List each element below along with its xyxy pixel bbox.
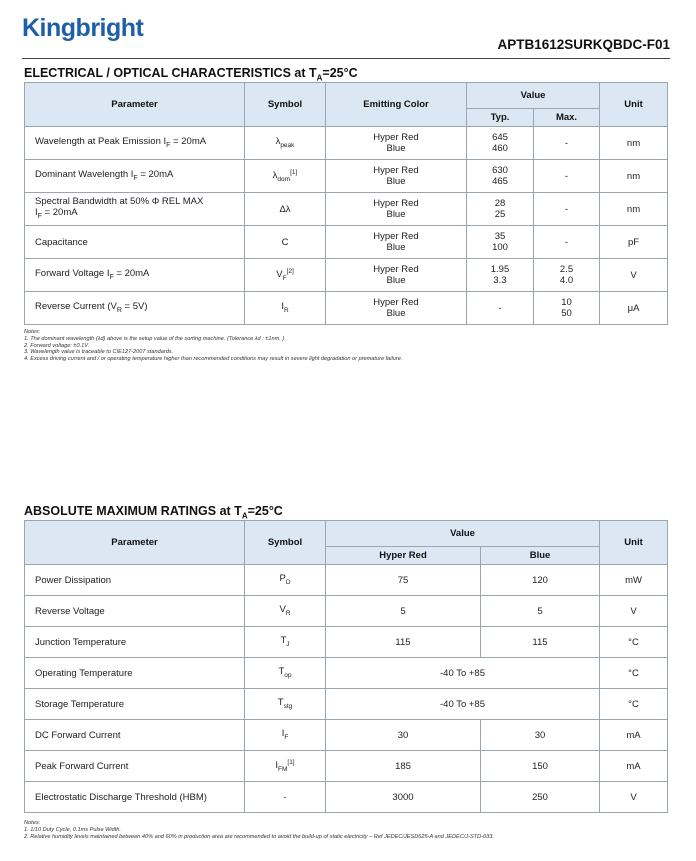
unit-cell: pF — [600, 226, 668, 259]
parameter-cell — [25, 193, 245, 226]
table-row — [25, 689, 668, 720]
typ-value-1: - — [498, 302, 502, 314]
parameter-cell — [25, 127, 245, 160]
eo-header-max: Max. — [534, 109, 600, 127]
parameter-suffix: = 5V) — [121, 300, 148, 312]
hyper-red-value-cell: 185 — [326, 751, 481, 782]
symbol-subscript: R — [285, 609, 291, 617]
unit-cell: μA — [600, 292, 668, 325]
symbol-cell — [245, 627, 326, 658]
symbol-cell — [245, 596, 326, 627]
max-value-1: 2.5 — [559, 264, 574, 275]
color-blue: Blue — [386, 209, 406, 220]
header-divider — [22, 58, 670, 59]
blue-value-cell: 150 — [481, 751, 600, 782]
symbol-main: λ — [275, 135, 281, 147]
parameter-cell — [25, 160, 245, 193]
emitting-color-cell — [326, 292, 467, 325]
parameter-cell — [25, 226, 245, 259]
typ-value-1: 28 — [494, 198, 506, 209]
table-row — [25, 782, 668, 813]
parameter-text: Forward Voltage I — [35, 267, 110, 279]
unit-cell: °C — [600, 627, 668, 658]
parameter-cell: Reverse Voltage — [25, 596, 245, 627]
hyper-red-value-cell: 3000 — [326, 782, 481, 813]
symbol-cell — [245, 751, 326, 782]
symbol-subscript: FM — [278, 766, 288, 774]
parameter-line2-suffix: = 20mA — [41, 207, 78, 219]
symbol-main: I — [281, 300, 284, 312]
max-cell — [534, 193, 600, 226]
symbol-cell — [245, 127, 326, 160]
amr-header-value: Value — [326, 521, 600, 547]
symbol-cell — [245, 565, 326, 596]
max-cell — [534, 160, 600, 193]
parameter-cell: Peak Forward Current — [25, 751, 245, 782]
parameter-subscript: F — [133, 174, 138, 182]
symbol-cell — [245, 226, 326, 259]
unit-cell: V — [600, 259, 668, 292]
blue-value-cell: 120 — [481, 565, 600, 596]
unit-cell: V — [600, 596, 668, 627]
emitting-color-cell — [326, 193, 467, 226]
absolute-maximum-ratings-table — [24, 520, 668, 813]
eo-header-parameter: Parameter — [25, 83, 245, 127]
eo-notes — [24, 329, 402, 363]
hyper-red-value-cell: 115 — [326, 627, 481, 658]
symbol-subscript: F — [282, 275, 287, 283]
table-row — [25, 596, 668, 627]
note-line: 1. The dominant wavelength (λd) above is the setup value of the sorting machine. (Tolerance λd : ±1nm. ) — [24, 335, 285, 342]
parameter-cell: Power Dissipation — [25, 565, 245, 596]
typ-value-1: 645 — [492, 132, 508, 143]
typ-cell — [467, 160, 534, 193]
table-row — [25, 720, 668, 751]
symbol-main: P — [279, 572, 286, 584]
max-cell — [534, 292, 600, 325]
parameter-suffix: = 20mA — [170, 135, 207, 147]
note-line: Notes: — [24, 820, 41, 826]
max-value-1: - — [564, 203, 569, 215]
parameter-cell — [25, 292, 245, 325]
symbol-main: T — [277, 696, 284, 708]
max-value-1: - — [564, 137, 569, 149]
note-line: 2. Relative humidity levels maintained between 40% and 60% in production area are recommended to avoid the build-up of static electricity – Ref JEDEC/JESD625-A and JEDEC/J-STD-033. — [24, 833, 494, 840]
max-value-1: - — [564, 236, 569, 248]
typ-value-2: 3.3 — [493, 275, 507, 286]
typ-cell — [467, 292, 534, 325]
color-hyper-red: Hyper Red — [373, 297, 419, 308]
unit-cell: °C — [600, 658, 668, 689]
amr-section-title: ABSOLUTE MAXIMUM RATINGS at $T_A=25^\circ C$ — [24, 504, 283, 521]
color-hyper-red: Hyper Red — [373, 165, 419, 176]
unit-cell: mA — [600, 751, 668, 782]
symbol-cell — [245, 193, 326, 226]
note-line: 4. Excess driving current and / or operating temperature higher than recommended conditions may result in severe light degradation or premature failure. — [24, 356, 403, 363]
symbol-subscript: op — [284, 671, 292, 679]
amr-header-blue: Blue — [481, 547, 600, 565]
amr-header-hyper-red: Hyper Red — [326, 547, 481, 565]
eo-header-value: Value — [467, 83, 600, 109]
symbol-main: λ — [272, 170, 278, 182]
emitting-color-cell — [326, 127, 467, 160]
max-value-2: 4.0 — [559, 275, 574, 286]
parameter-text: Reverse Current (V — [35, 300, 117, 312]
parameter-subscript: F — [166, 141, 171, 149]
symbol-main: V — [279, 603, 286, 615]
part-number: APTB1612SURKQBDC-F01 — [497, 37, 670, 52]
typ-value-1: 35 — [494, 231, 506, 242]
typ-cell — [467, 259, 534, 292]
table-row — [25, 292, 668, 325]
table-row — [25, 193, 668, 226]
amr-notes — [24, 820, 494, 840]
symbol-note-ref: [1] — [287, 758, 295, 766]
symbol-main: V — [276, 269, 283, 281]
symbol-cell — [245, 720, 326, 751]
symbol-note-ref: [1] — [290, 168, 298, 176]
blue-value-cell: 115 — [481, 627, 600, 658]
blue-value-cell: 30 — [481, 720, 600, 751]
parameter-text: Dominant Wavelength I — [35, 168, 134, 180]
symbol-subscript: stg — [283, 702, 293, 710]
symbol-cell — [245, 259, 326, 292]
color-blue: Blue — [386, 275, 406, 286]
symbol-main: I — [275, 760, 278, 772]
max-value-1: - — [564, 170, 569, 182]
merged-value-cell: -40 To +85 — [326, 658, 600, 689]
parameter-line2: I — [35, 207, 38, 219]
unit-cell: nm — [600, 160, 668, 193]
color-hyper-red: Hyper Red — [373, 231, 419, 242]
symbol-main: - — [283, 791, 287, 803]
color-blue: Blue — [386, 143, 406, 154]
kingbright-logo: Kingbright — [22, 14, 144, 42]
typ-value-2: 100 — [492, 242, 508, 253]
parameter-cell: Storage Temperature — [25, 689, 245, 720]
color-hyper-red: Hyper Red — [373, 132, 419, 143]
unit-cell: nm — [600, 193, 668, 226]
typ-cell — [467, 193, 534, 226]
symbol-main: I — [281, 727, 285, 739]
table-row — [25, 658, 668, 689]
symbol-subscript: dom — [277, 176, 291, 184]
amr-header-symbol: Symbol — [245, 521, 326, 565]
hyper-red-value-cell: 5 — [326, 596, 481, 627]
symbol-cell — [245, 160, 326, 193]
unit-cell: V — [600, 782, 668, 813]
typ-cell — [467, 127, 534, 160]
eo-header-symbol: Symbol — [245, 83, 326, 127]
note-line: 2. Forward voltage: ±0.1V. — [24, 342, 90, 349]
blue-value-cell: 5 — [481, 596, 600, 627]
unit-cell: mW — [600, 565, 668, 596]
note-line: 3. Wavelength value is traceable to CIE127-2007 standards. — [24, 349, 174, 356]
color-blue: Blue — [386, 242, 406, 253]
table-row — [25, 226, 668, 259]
table-row — [25, 627, 668, 658]
max-cell — [534, 259, 600, 292]
parameter-cell — [25, 259, 245, 292]
typ-value-1: 630 — [492, 165, 508, 176]
max-value-1: 10 — [561, 297, 572, 308]
unit-cell: mA — [600, 720, 668, 751]
typ-cell — [467, 226, 534, 259]
symbol-cell — [245, 292, 326, 325]
note-line: Notes: — [24, 329, 41, 335]
eo-section-title: ELECTRICAL / OPTICAL CHARACTERISTICS at $T_A=25^\circ C$ — [24, 66, 358, 83]
symbol-cell — [245, 689, 326, 720]
max-value-2: 50 — [561, 308, 572, 319]
table-row — [25, 565, 668, 596]
symbol-subscript: J — [286, 640, 290, 648]
eo-header-unit: Unit — [600, 83, 668, 127]
parameter-line2-subscript: F — [37, 212, 42, 220]
table-row — [25, 160, 668, 193]
parameter-suffix: = 20mA — [113, 267, 150, 279]
table-row — [25, 259, 668, 292]
max-cell — [534, 127, 600, 160]
symbol-main: Δλ — [279, 203, 291, 215]
parameter-text: Spectral Bandwidth at 50% Φ REL MAX — [35, 196, 204, 208]
symbol-main: C — [281, 236, 289, 248]
parameter-subscript: R — [116, 306, 122, 314]
parameter-text: Wavelength at Peak Emission I — [35, 135, 167, 147]
parameter-subscript: F — [109, 273, 114, 281]
parameter-cell: DC Forward Current — [25, 720, 245, 751]
parameter-cell: Junction Temperature — [25, 627, 245, 658]
symbol-main: T — [280, 634, 287, 646]
max-cell — [534, 226, 600, 259]
hyper-red-value-cell: 30 — [326, 720, 481, 751]
parameter-cell: Operating Temperature — [25, 658, 245, 689]
typ-value-1: 1.95 — [490, 264, 510, 275]
symbol-subscript: D — [285, 578, 291, 586]
parameter-text: Capacitance — [35, 236, 88, 248]
amr-header-parameter: Parameter — [25, 521, 245, 565]
emitting-color-cell — [326, 226, 467, 259]
symbol-subscript: R — [283, 306, 289, 314]
color-blue: Blue — [386, 308, 406, 319]
table-row — [25, 127, 668, 160]
color-hyper-red: Hyper Red — [373, 264, 419, 275]
eo-header-typ: Typ. — [467, 109, 534, 127]
parameter-suffix: = 20mA — [137, 168, 174, 180]
note-line: 1. 1/10 Duty Cycle, 0.1ms Pulse Width. — [24, 826, 121, 833]
parameter-cell: Electrostatic Discharge Threshold (HBM) — [25, 782, 245, 813]
emitting-color-cell — [326, 259, 467, 292]
symbol-subscript: peak — [280, 141, 295, 149]
color-blue: Blue — [386, 176, 406, 187]
symbol-subscript: F — [284, 733, 289, 741]
typ-value-2: 460 — [492, 143, 508, 154]
symbol-note-ref: [2] — [286, 267, 294, 275]
typ-value-2: 25 — [494, 209, 506, 220]
hyper-red-value-cell: 75 — [326, 565, 481, 596]
table-row — [25, 751, 668, 782]
blue-value-cell: 250 — [481, 782, 600, 813]
merged-value-cell: -40 To +85 — [326, 689, 600, 720]
symbol-cell — [245, 782, 326, 813]
electrical-optical-table — [24, 82, 668, 325]
amr-header-unit: Unit — [600, 521, 668, 565]
typ-value-2: 465 — [492, 176, 508, 187]
symbol-main: T — [278, 665, 285, 677]
symbol-cell — [245, 658, 326, 689]
unit-cell: °C — [600, 689, 668, 720]
emitting-color-cell — [326, 160, 467, 193]
color-hyper-red: Hyper Red — [373, 198, 419, 209]
eo-header-emitting-color: Emitting Color — [326, 83, 467, 127]
unit-cell: nm — [600, 127, 668, 160]
